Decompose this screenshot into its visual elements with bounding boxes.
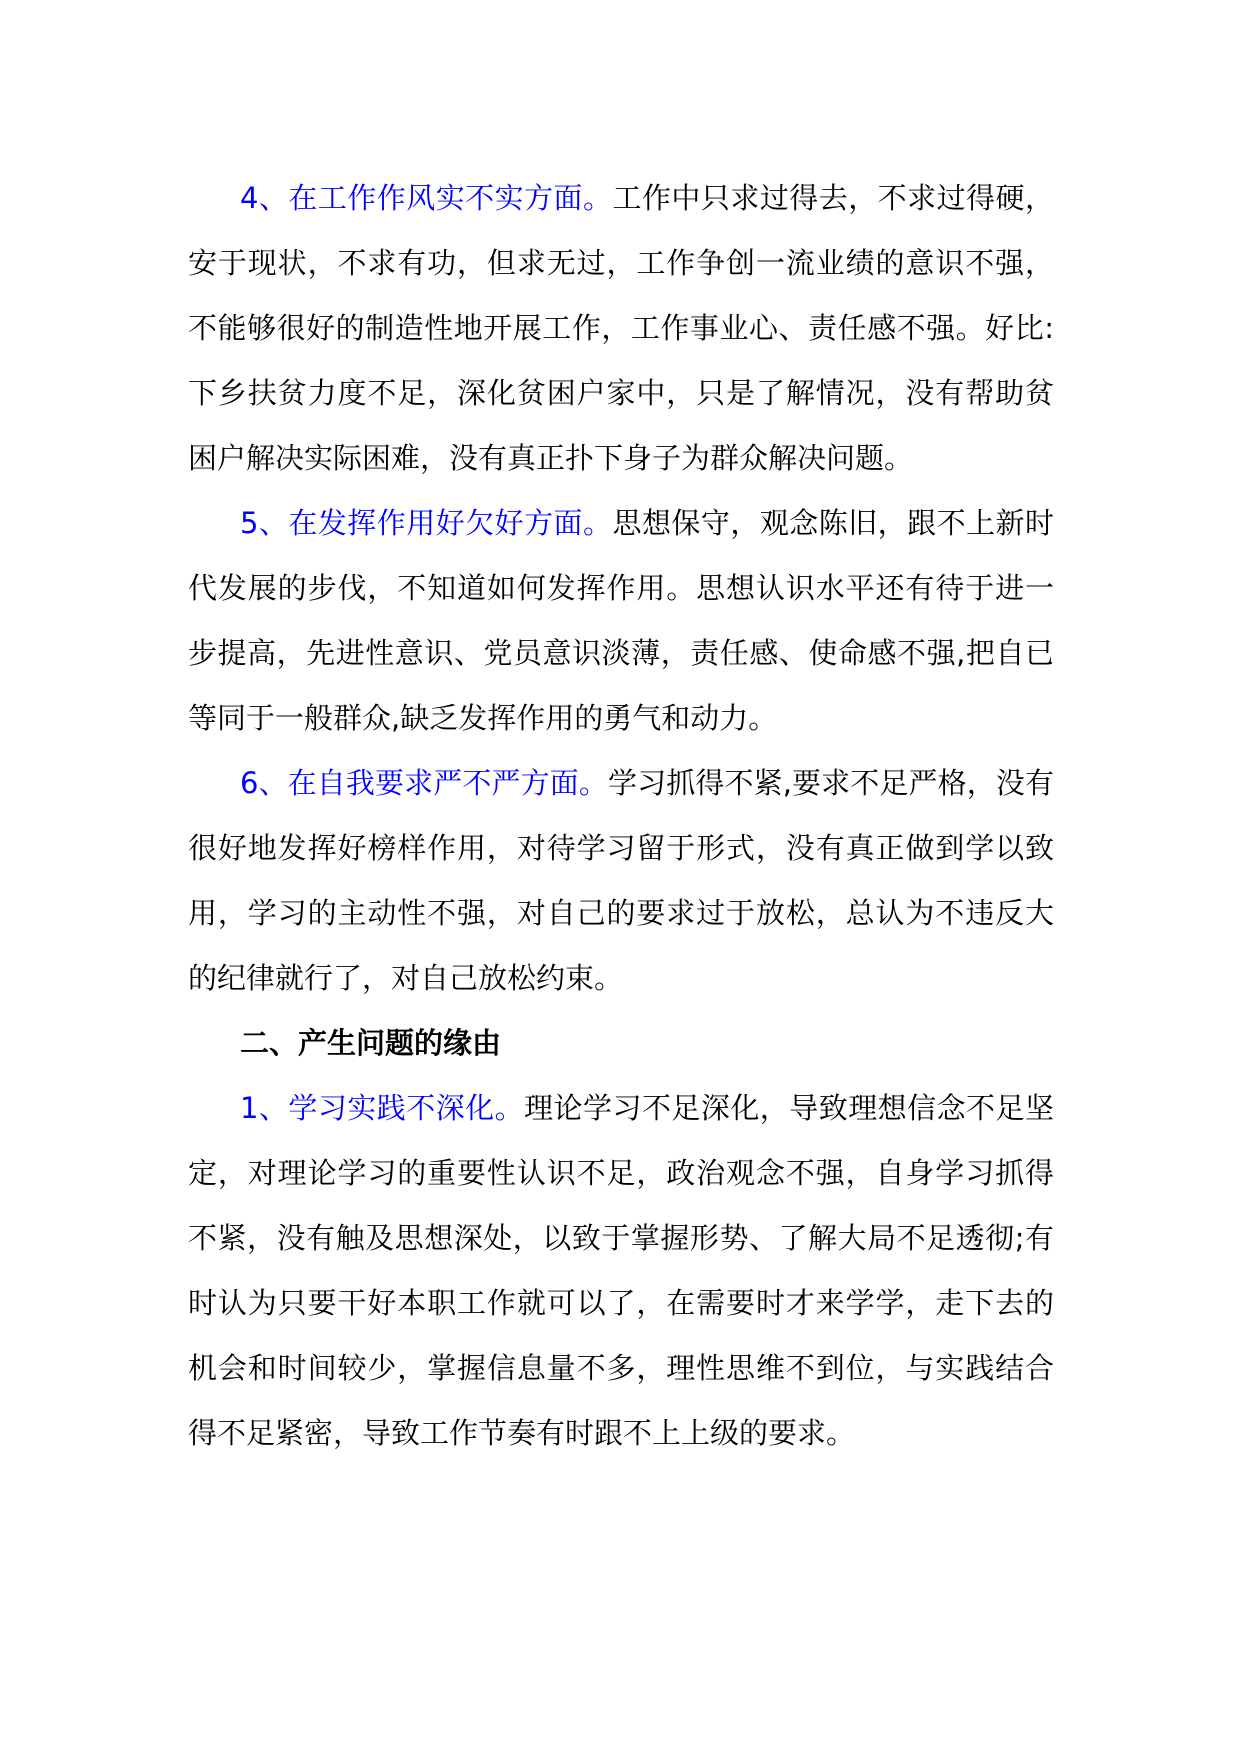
paragraph-work-style bbox=[188, 166, 1054, 491]
paragraph-role bbox=[188, 491, 1054, 751]
paragraph-body: 理论学习不足深化，导致理想信念不足坚定，对理论学习的重要性认识不足，政治观念不强，自身学习抓得不紧，没有触及思想深处，以致于掌握形势、了解大局不足透彻;有时认为只要干好本职工作就可以了，在需要时才来学学，走下去的机会和时间较少，掌握信息量不多，理性思维不到位，与实践结合得不足紧密，导致工作节奏有时跟不上上级的要求。 bbox=[188, 1091, 1054, 1450]
paragraph-body: 学习抓得不紧,要求不足严格，没有很好地发挥好榜样作用，对待学习留于形式，没有真正做到学以致用，学习的主动性不强，对自己的要求过于放松，总认为不违反大的纪律就行了，对自己放松约束。 bbox=[188, 766, 1054, 995]
paragraph-heading: 4、在工作作风实不实方面。 bbox=[240, 181, 613, 215]
document-page bbox=[188, 166, 1054, 1466]
paragraph-study-practice bbox=[188, 1076, 1054, 1466]
paragraph-self-discipline bbox=[188, 751, 1054, 1011]
section-title: 二、产生问题的缘由 bbox=[240, 1026, 502, 1060]
paragraph-heading: 6、在自我要求严不严方面。 bbox=[240, 766, 608, 800]
paragraph-heading: 5、在发挥作用好欠好方面。 bbox=[240, 506, 613, 540]
paragraph-heading: 1、学习实践不深化。 bbox=[240, 1091, 525, 1125]
paragraph-body: 工作中只求过得去，不求过得硬，安于现状，不求有功，但求无过，工作争创一流业绩的意识不强，不能够很好的制造性地开展工作，工作事业心、责任感不强。好比:下乡扶贫力度不足，深化贫困户家中，只是了解情况，没有帮助贫困户解决实际困难，没有真正扑下身子为群众解决问题。 bbox=[188, 181, 1054, 475]
paragraph-body: 思想保守，观念陈旧，跟不上新时代发展的步伐，不知道如何发挥作用。思想认识水平还有待于进一步提高，先进性意识、党员意识淡薄，责任感、使命感不强,把自已等同于一般群众,缺乏发挥作用的勇气和动力。 bbox=[188, 506, 1054, 735]
